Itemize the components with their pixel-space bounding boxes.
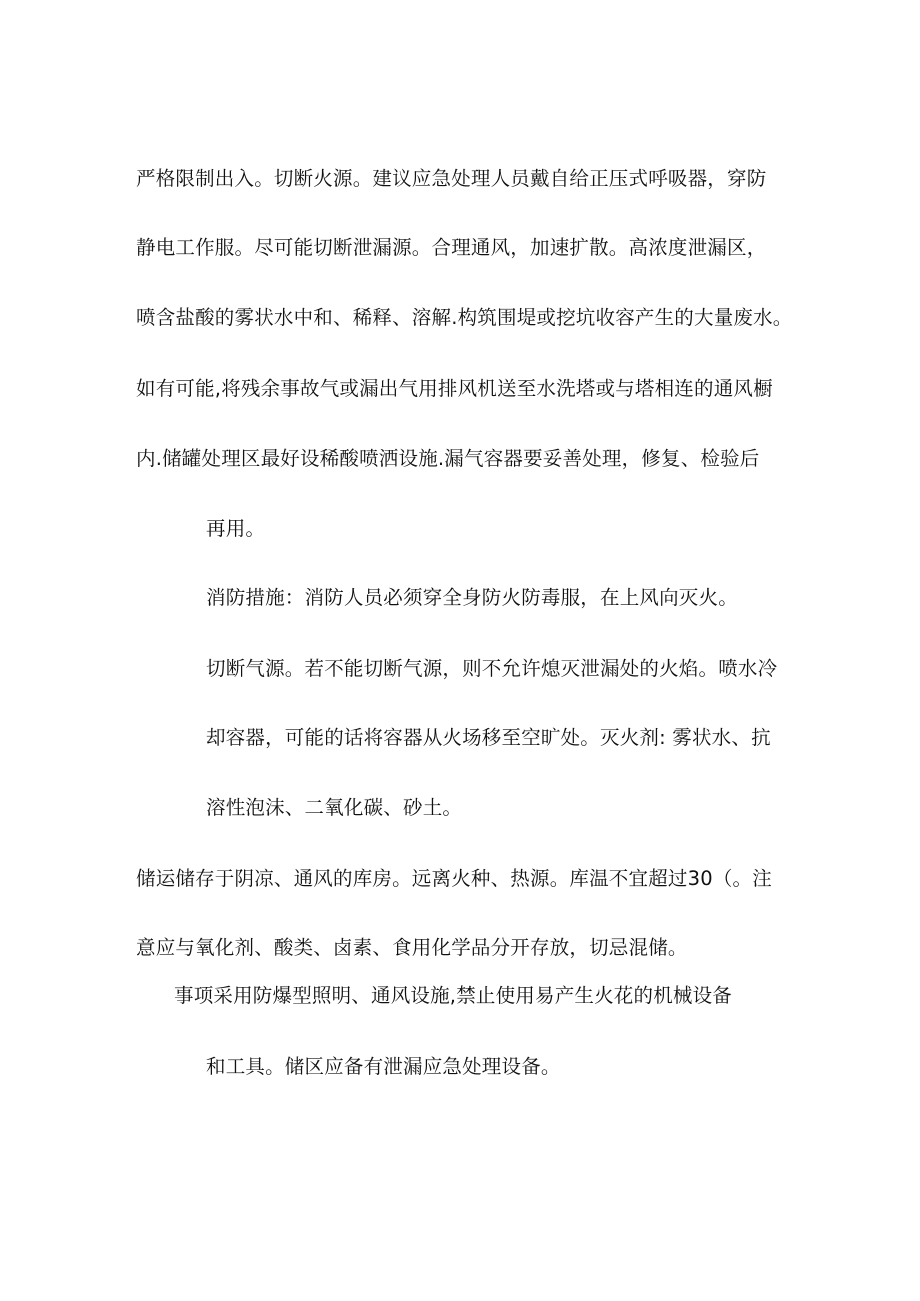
text-line: 如有可能,将残余事故气或漏出气用排风机送至水洗塔或与塔相连的通风橱 xyxy=(136,377,773,400)
text-line: 消防措施：消防人员必须穿全身防火防毒服，在上风向灭火。 xyxy=(206,586,738,609)
text-line: 内.储罐处理区最好设稀酸喷洒设施.漏气容器要妥善处理，修复、检验后 xyxy=(136,447,760,470)
text-line: 静电工作服。尽可能切断泄漏源。合理通风，加速扩散。高浓度泄漏区， xyxy=(136,236,767,259)
text-line: 却容器，可能的话将容器从火场移至空旷处。灭火剂: 雾状水、抗 xyxy=(206,726,771,749)
text-line: 溶性泡沫、二氧化碳、砂土。 xyxy=(206,796,463,819)
text-line: 严格限制出入。切断火源。建议应急处理人员戴自给正压式呼吸器，穿防 xyxy=(136,167,767,190)
text-line: 喷含盐酸的雾状水中和、稀释、溶解.构筑围堤或挖坑收容产生的大量废水。 xyxy=(136,306,793,329)
text-line: 储运储存于阴凉、通风的库房。远离火种、热源。库温不宜超过30（。注 xyxy=(136,867,772,890)
text-line: 事项采用防爆型照明、通风设施,禁止使用易产生火花的机械设备 xyxy=(174,984,732,1007)
text-line: 再用。 xyxy=(206,517,266,540)
text-line: 和工具。储区应备有泄漏应急处理设备。 xyxy=(206,1055,561,1078)
text-line: 意应与氧化剂、酸类、卤素、食用化学品分开存放，切忌混储。 xyxy=(136,936,688,959)
text-line: 切断气源。若不能切断气源，则不允许熄灭泄漏处的火焰。喷水冷 xyxy=(206,657,778,680)
